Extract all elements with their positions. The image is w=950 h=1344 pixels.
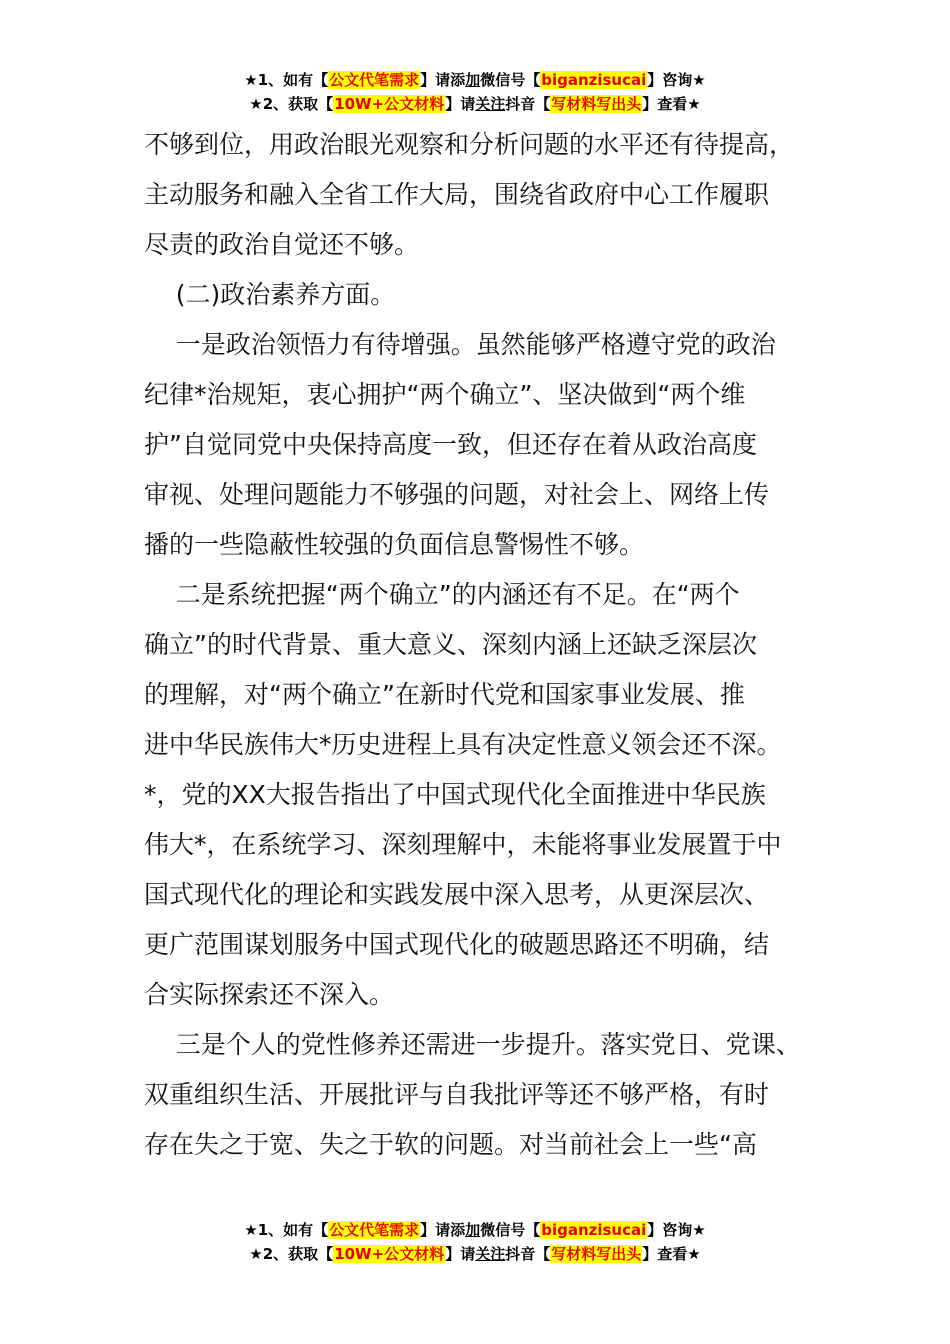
body-line: 的理解，对“两个确立”在新时代党和国家事业发展、推 <box>144 680 745 709</box>
body-line: 一是政治领悟力有待增强。虽然能够严格遵守党的政治 <box>144 330 776 359</box>
body-line: 双重组织生活、开展批评与自我批评等还不够严格，有时 <box>144 1080 770 1109</box>
banner-text: ★1、如有【 <box>244 1221 329 1239</box>
footer-banner <box>0 1218 950 1266</box>
body-line: 伟大*，在系统学习、深刻理解中，未能将事业发展置于中 <box>144 830 782 859</box>
banner-highlight: 公文代笔需求 <box>329 71 420 89</box>
body-line: 国式现代化的理论和实践发展中深入思考，从更深层次、 <box>144 880 770 909</box>
body-line: 确立”的时代背景、重大意义、深刻内涵上还缺乏深层次 <box>144 630 757 659</box>
footer-line-2 <box>0 1242 950 1266</box>
body-line: 更广范围谋划服务中国式现代化的破题思路还不明确，结 <box>144 930 770 959</box>
body-line: *，党的XX大报告指出了中国式现代化全面推进中华民族 <box>144 780 766 809</box>
body-line: 主动服务和融入全省工作大局，围绕省政府中心工作履职 <box>144 180 770 209</box>
banner-highlight: 10W+公文材料 <box>334 95 445 113</box>
banner-text: 】查看★ <box>642 95 701 113</box>
header-banner <box>0 68 950 116</box>
banner-text: 抖音【 <box>505 1245 551 1263</box>
header-line-1 <box>0 68 950 92</box>
banner-text: 抖音【 <box>505 95 551 113</box>
douyin-id-highlight: 写材料写出头 <box>551 1245 642 1263</box>
banner-underlined-text: 关注 <box>475 1245 506 1263</box>
body-line: 护”自觉同党中央保持高度一致，但还存在着从政治高度 <box>144 430 757 459</box>
banner-underlined-text: 加 <box>465 1221 481 1239</box>
banner-text: ★1、如有【 <box>244 71 329 89</box>
body-line: 纪律*治规矩，衷心拥护“两个确立”、坚决做到“两个维 <box>144 380 746 409</box>
body-line: 三是个人的党性修养还需进一步提升。落实党日、党课、 <box>144 1030 801 1059</box>
body-line: 二是系统把握“两个确立”的内涵还有不足。在“两个 <box>144 580 740 609</box>
body-line: 合实际探索还不深入。 <box>144 980 395 1009</box>
body-line: 进中华民族伟大*历史进程上具有决定性意义领会还不深。 <box>144 730 782 759</box>
body-line: 不够到位，用政治眼光观察和分析问题的水平还有待提高， <box>144 130 795 159</box>
banner-underlined-text: 加 <box>465 71 481 89</box>
header-line-2 <box>0 92 950 116</box>
banner-text: ★2、获取【 <box>249 95 334 113</box>
banner-text: 】请 <box>445 1245 476 1263</box>
banner-text: ★2、获取【 <box>249 1245 334 1263</box>
banner-text: 】咨询★ <box>647 1221 706 1239</box>
section-heading: (二)政治素养方面。 <box>144 280 396 309</box>
document-body <box>144 120 812 1170</box>
banner-text: 】请添 <box>420 1221 466 1239</box>
banner-text: 】咨询★ <box>647 71 706 89</box>
banner-text: 微信号【 <box>480 71 541 89</box>
banner-text: 微信号【 <box>480 1221 541 1239</box>
wechat-id-highlight: biganzisucai <box>541 1221 647 1239</box>
banner-text: 】请添 <box>420 71 466 89</box>
wechat-id-highlight: biganzisucai <box>541 71 647 89</box>
body-line: 审视、处理问题能力不够强的问题，对社会上、网络上传 <box>144 480 770 509</box>
body-line: 尽责的政治自觉还不够。 <box>144 230 420 259</box>
footer-line-1 <box>0 1218 950 1242</box>
banner-text: 】请 <box>445 95 476 113</box>
banner-text: 】查看★ <box>642 1245 701 1263</box>
banner-highlight: 公文代笔需求 <box>329 1221 420 1239</box>
body-line: 播的一些隐蔽性较强的负面信息警惕性不够。 <box>144 530 645 559</box>
banner-underlined-text: 关注 <box>475 95 506 113</box>
douyin-id-highlight: 写材料写出头 <box>551 95 642 113</box>
banner-highlight: 10W+公文材料 <box>334 1245 445 1263</box>
body-line: 存在失之于宽、失之于软的问题。对当前社会上一些“高 <box>144 1130 757 1159</box>
